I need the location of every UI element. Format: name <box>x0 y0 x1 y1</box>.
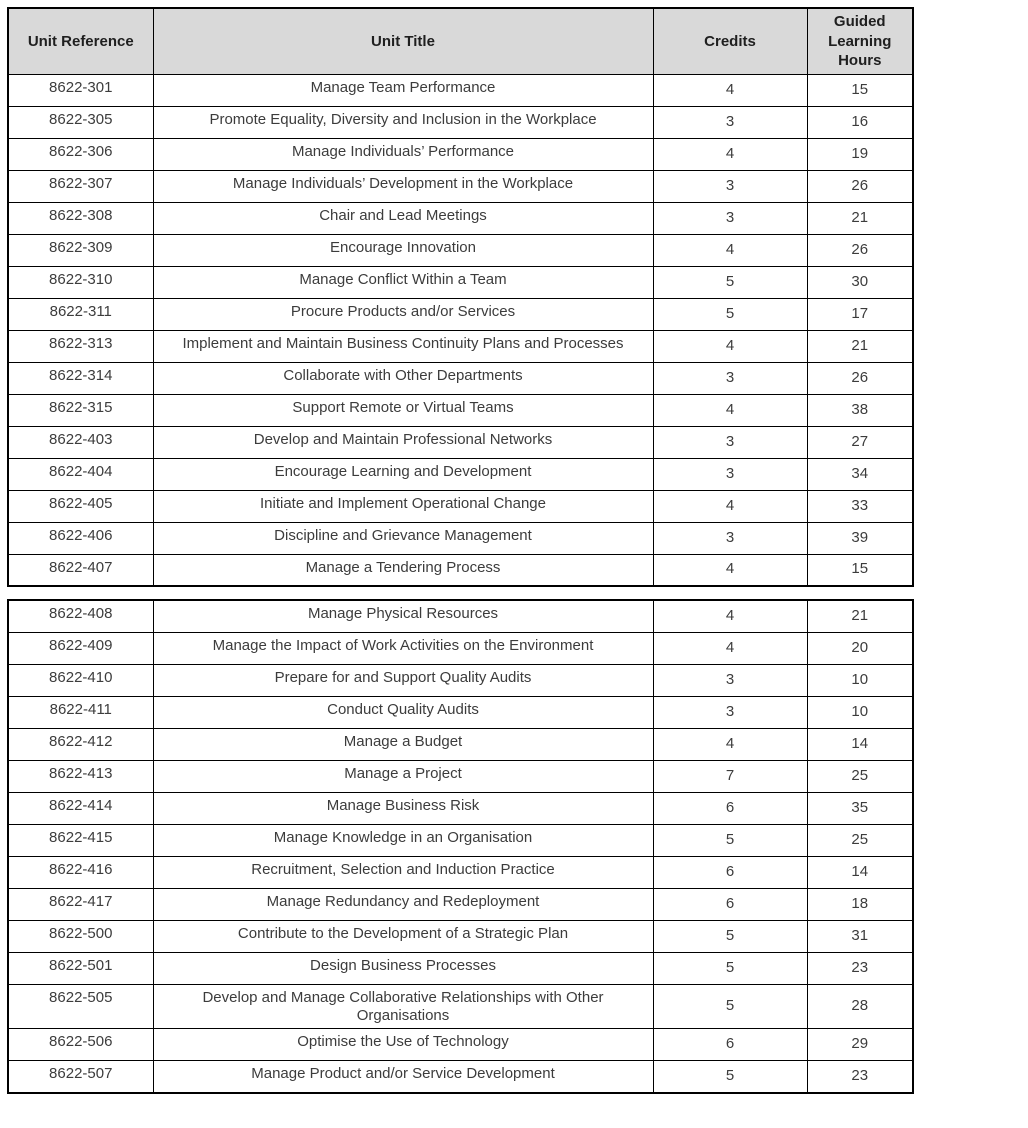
unit-title-cell: Support Remote or Virtual Teams <box>153 394 653 426</box>
unit-reference-cell: 8622-314 <box>8 362 153 394</box>
unit-title-cell: Encourage Innovation <box>153 234 653 266</box>
guided-learning-hours-cell: 25 <box>807 760 913 792</box>
guided-learning-hours-cell: 21 <box>807 202 913 234</box>
unit-title-cell: Manage the Impact of Work Activities on the Environment <box>153 632 653 664</box>
unit-reference-cell: 8622-311 <box>8 298 153 330</box>
guided-learning-hours-cell: 33 <box>807 490 913 522</box>
table-row <box>8 266 913 298</box>
credits-cell: 3 <box>653 362 807 394</box>
table-header <box>8 8 913 74</box>
table-row <box>8 600 913 632</box>
unit-title-cell: Manage a Tendering Process <box>153 554 653 586</box>
guided-learning-hours-cell: 38 <box>807 394 913 426</box>
column-header-guided-learning-hours: Guided Learning Hours <box>807 8 913 74</box>
table-row <box>8 952 913 984</box>
guided-learning-hours-cell: 23 <box>807 1061 913 1093</box>
credits-cell: 7 <box>653 760 807 792</box>
credits-cell: 4 <box>653 394 807 426</box>
unit-reference-cell: 8622-412 <box>8 728 153 760</box>
unit-title-cell: Manage Physical Resources <box>153 600 653 632</box>
guided-learning-hours-cell: 29 <box>807 1029 913 1061</box>
unit-title-cell: Manage Team Performance <box>153 74 653 106</box>
unit-reference-cell: 8622-404 <box>8 458 153 490</box>
unit-title-cell: Manage a Budget <box>153 728 653 760</box>
credits-cell: 4 <box>653 554 807 586</box>
guided-learning-hours-cell: 15 <box>807 74 913 106</box>
unit-reference-cell: 8622-505 <box>8 984 153 1029</box>
unit-reference-cell: 8622-315 <box>8 394 153 426</box>
guided-learning-hours-cell: 26 <box>807 362 913 394</box>
table-row <box>8 426 913 458</box>
credits-cell: 3 <box>653 426 807 458</box>
unit-title-cell: Implement and Maintain Business Continuity Plans and Processes <box>153 330 653 362</box>
guided-learning-hours-cell: 20 <box>807 632 913 664</box>
unit-title-cell: Optimise the Use of Technology <box>153 1029 653 1061</box>
guided-learning-hours-cell: 14 <box>807 856 913 888</box>
table-row <box>8 856 913 888</box>
unit-title-cell: Manage Individuals’ Development in the Workplace <box>153 170 653 202</box>
unit-title-cell: Manage a Project <box>153 760 653 792</box>
unit-title-cell: Develop and Manage Collaborative Relationships with Other Organisations <box>153 984 653 1029</box>
unit-title-cell: Manage Knowledge in an Organisation <box>153 824 653 856</box>
unit-reference-cell: 8622-411 <box>8 696 153 728</box>
table-row <box>8 522 913 554</box>
credits-cell: 5 <box>653 920 807 952</box>
column-header-unit-title: Unit Title <box>153 8 653 74</box>
guided-learning-hours-cell: 19 <box>807 138 913 170</box>
unit-reference-cell: 8622-301 <box>8 74 153 106</box>
unit-title-cell: Chair and Lead Meetings <box>153 202 653 234</box>
unit-title-cell: Design Business Processes <box>153 952 653 984</box>
credits-cell: 5 <box>653 266 807 298</box>
table-body-part-1 <box>8 74 913 586</box>
unit-reference-cell: 8622-308 <box>8 202 153 234</box>
unit-title-cell: Manage Individuals’ Performance <box>153 138 653 170</box>
unit-reference-cell: 8622-403 <box>8 426 153 458</box>
table-row <box>8 632 913 664</box>
table-row <box>8 362 913 394</box>
credits-cell: 3 <box>653 664 807 696</box>
column-header-unit-reference: Unit Reference <box>8 8 153 74</box>
unit-reference-cell: 8622-313 <box>8 330 153 362</box>
credits-cell: 4 <box>653 728 807 760</box>
credits-cell: 3 <box>653 696 807 728</box>
credits-cell: 5 <box>653 298 807 330</box>
unit-title-cell: Collaborate with Other Departments <box>153 362 653 394</box>
credits-cell: 4 <box>653 632 807 664</box>
unit-reference-cell: 8622-409 <box>8 632 153 664</box>
table-body-part-2 <box>8 600 913 1093</box>
table-row <box>8 458 913 490</box>
unit-title-cell: Recruitment, Selection and Induction Practice <box>153 856 653 888</box>
table-row <box>8 74 913 106</box>
credits-cell: 5 <box>653 952 807 984</box>
guided-learning-hours-cell: 17 <box>807 298 913 330</box>
unit-reference-cell: 8622-416 <box>8 856 153 888</box>
unit-reference-cell: 8622-507 <box>8 1061 153 1093</box>
guided-learning-hours-cell: 26 <box>807 170 913 202</box>
table-row <box>8 138 913 170</box>
table-row <box>8 824 913 856</box>
header-row <box>8 8 913 74</box>
unit-title-cell: Manage Product and/or Service Development <box>153 1061 653 1093</box>
unit-reference-cell: 8622-415 <box>8 824 153 856</box>
guided-learning-hours-cell: 21 <box>807 600 913 632</box>
unit-title-cell: Discipline and Grievance Management <box>153 522 653 554</box>
unit-reference-cell: 8622-407 <box>8 554 153 586</box>
guided-learning-hours-cell: 34 <box>807 458 913 490</box>
unit-title-cell: Conduct Quality Audits <box>153 696 653 728</box>
table-row <box>8 760 913 792</box>
guided-learning-hours-cell: 14 <box>807 728 913 760</box>
credits-cell: 3 <box>653 458 807 490</box>
unit-reference-cell: 8622-306 <box>8 138 153 170</box>
guided-learning-hours-cell: 26 <box>807 234 913 266</box>
credits-cell: 5 <box>653 984 807 1029</box>
credits-cell: 6 <box>653 1029 807 1061</box>
guided-learning-hours-cell: 16 <box>807 106 913 138</box>
credits-cell: 3 <box>653 202 807 234</box>
unit-reference-cell: 8622-305 <box>8 106 153 138</box>
unit-title-cell: Initiate and Implement Operational Change <box>153 490 653 522</box>
guided-learning-hours-cell: 18 <box>807 888 913 920</box>
unit-title-cell: Develop and Maintain Professional Networks <box>153 426 653 458</box>
unit-reference-cell: 8622-414 <box>8 792 153 824</box>
table-section-gap <box>7 587 912 599</box>
unit-title-cell: Manage Business Risk <box>153 792 653 824</box>
table-row <box>8 1029 913 1061</box>
unit-reference-cell: 8622-417 <box>8 888 153 920</box>
unit-title-cell: Contribute to the Development of a Strategic Plan <box>153 920 653 952</box>
table-row <box>8 984 913 1029</box>
guided-learning-hours-cell: 21 <box>807 330 913 362</box>
unit-title-cell: Prepare for and Support Quality Audits <box>153 664 653 696</box>
credits-cell: 4 <box>653 600 807 632</box>
unit-reference-cell: 8622-410 <box>8 664 153 696</box>
guided-learning-hours-cell: 28 <box>807 984 913 1029</box>
credits-cell: 6 <box>653 856 807 888</box>
guided-learning-hours-cell: 10 <box>807 696 913 728</box>
guided-learning-hours-cell: 15 <box>807 554 913 586</box>
unit-reference-cell: 8622-405 <box>8 490 153 522</box>
guided-learning-hours-cell: 31 <box>807 920 913 952</box>
unit-reference-cell: 8622-506 <box>8 1029 153 1061</box>
credits-cell: 3 <box>653 106 807 138</box>
credits-cell: 6 <box>653 888 807 920</box>
table-row <box>8 664 913 696</box>
credits-cell: 5 <box>653 824 807 856</box>
credits-cell: 5 <box>653 1061 807 1093</box>
guided-learning-hours-cell: 35 <box>807 792 913 824</box>
credits-cell: 6 <box>653 792 807 824</box>
guided-learning-hours-cell: 39 <box>807 522 913 554</box>
unit-reference-cell: 8622-406 <box>8 522 153 554</box>
table-row <box>8 490 913 522</box>
table-row <box>8 330 913 362</box>
units-table-part-2 <box>7 599 914 1094</box>
guided-learning-hours-cell: 23 <box>807 952 913 984</box>
credits-cell: 3 <box>653 522 807 554</box>
table-row <box>8 170 913 202</box>
unit-title-cell: Procure Products and/or Services <box>153 298 653 330</box>
guided-learning-hours-cell: 30 <box>807 266 913 298</box>
credits-cell: 4 <box>653 234 807 266</box>
table-row <box>8 202 913 234</box>
table-row <box>8 696 913 728</box>
table-row <box>8 106 913 138</box>
table-row <box>8 394 913 426</box>
units-table-part-1 <box>7 7 914 587</box>
table-row <box>8 298 913 330</box>
table-row <box>8 1061 913 1093</box>
table-row <box>8 234 913 266</box>
unit-title-cell: Manage Conflict Within a Team <box>153 266 653 298</box>
unit-title-cell: Promote Equality, Diversity and Inclusion in the Workplace <box>153 106 653 138</box>
credits-cell: 4 <box>653 490 807 522</box>
unit-title-cell: Encourage Learning and Development <box>153 458 653 490</box>
unit-reference-cell: 8622-500 <box>8 920 153 952</box>
guided-learning-hours-cell: 25 <box>807 824 913 856</box>
unit-reference-cell: 8622-307 <box>8 170 153 202</box>
table-row <box>8 792 913 824</box>
unit-reference-cell: 8622-310 <box>8 266 153 298</box>
unit-title-cell: Manage Redundancy and Redeployment <box>153 888 653 920</box>
table-row <box>8 728 913 760</box>
credits-cell: 4 <box>653 330 807 362</box>
table-row <box>8 920 913 952</box>
unit-reference-cell: 8622-309 <box>8 234 153 266</box>
credits-cell: 4 <box>653 138 807 170</box>
column-header-credits: Credits <box>653 8 807 74</box>
guided-learning-hours-cell: 10 <box>807 664 913 696</box>
unit-reference-cell: 8622-501 <box>8 952 153 984</box>
credits-cell: 4 <box>653 74 807 106</box>
unit-reference-cell: 8622-408 <box>8 600 153 632</box>
guided-learning-hours-cell: 27 <box>807 426 913 458</box>
credits-cell: 3 <box>653 170 807 202</box>
table-row <box>8 554 913 586</box>
table-row <box>8 888 913 920</box>
unit-reference-cell: 8622-413 <box>8 760 153 792</box>
